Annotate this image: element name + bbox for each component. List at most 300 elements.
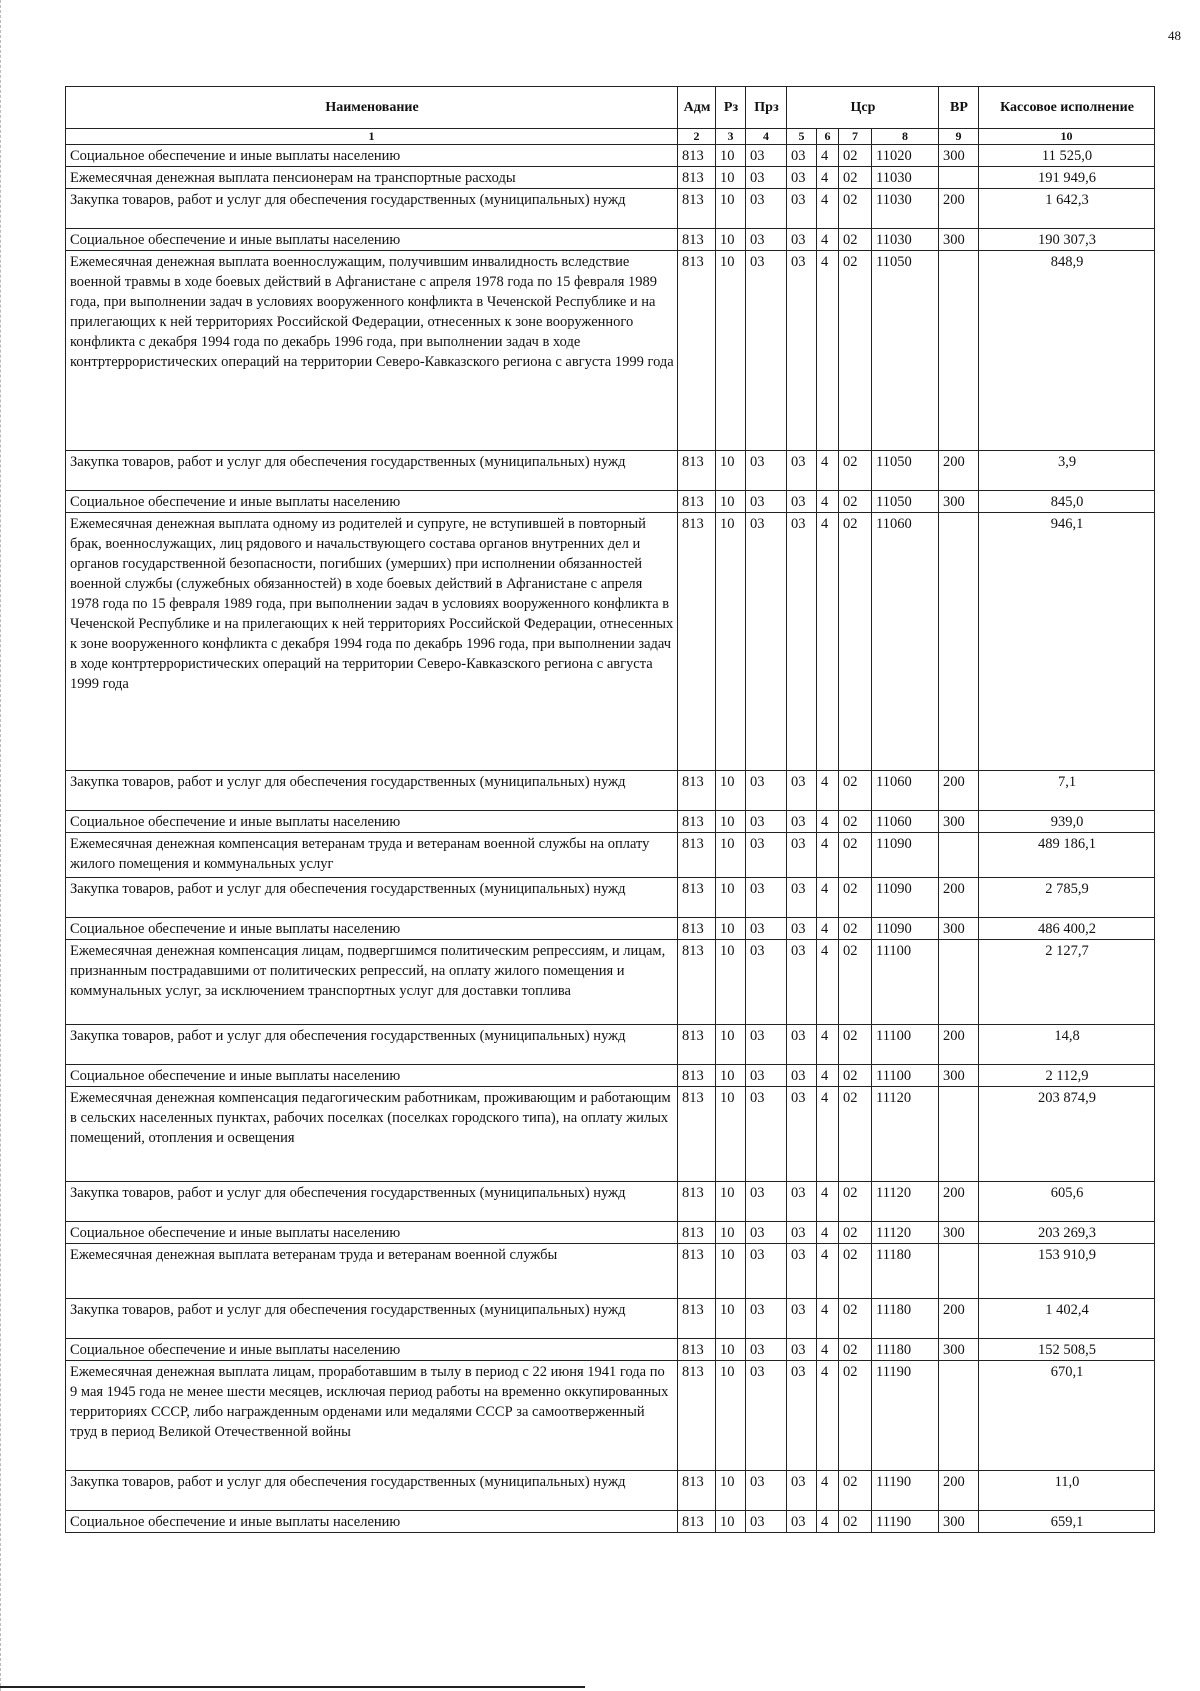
row-c1: 03 [787,229,817,251]
row-c1: 03 [787,1361,817,1471]
row-prz: 03 [746,940,787,1025]
row-name: Ежемесячная денежная выплата лицам, проработавшим в тылу в период с 22 июня 1941 года по 9 мая 1945 года не менее шести месяцев, исключая период работы на временно оккупированных территориях СССР, либо награжденным орденами или медалями СССР за самоотверженный труд в период Великой Отечественной войны [66,1361,678,1471]
table-row [66,1339,1155,1361]
row-c4: 11120 [872,1182,939,1222]
row-adm: 813 [678,1299,716,1339]
row-adm: 813 [678,167,716,189]
row-c2: 4 [817,1182,839,1222]
row-c4: 11100 [872,1065,939,1087]
table-row [66,1182,1155,1222]
row-c1: 03 [787,918,817,940]
row-c1: 03 [787,1025,817,1065]
row-c4: 11030 [872,189,939,229]
row-adm: 813 [678,251,716,451]
table-row [66,1087,1155,1182]
row-c3: 02 [839,940,872,1025]
row-adm: 813 [678,1222,716,1244]
row-vr: 200 [939,1182,979,1222]
row-name: Ежемесячная денежная выплата военнослужащим, получившим инвалидность вследствие военной травмы в ходе боевых действий в Афганистане с апреля 1978 года по 15 февраля 1989 года, при выполнении задач в условиях вооруженного конфликта в Чеченской Республике и на прилегающих к ней территориях Российской Федерации, отнесенных к зоне вооруженного конфликта с декабря 1994 года по декабрь 1996 года, при выполнении задач в ходе контртеррористических операций на территории Северо-Кавказского региона с августа 1999 года [66,251,678,451]
row-c1: 03 [787,145,817,167]
row-name: Ежемесячная денежная компенсация ветеранам труда и ветеранам военной службы на оплату жилого помещения и коммунальных услуг [66,833,678,878]
table-row [66,1244,1155,1299]
row-prz: 03 [746,189,787,229]
row-prz: 03 [746,771,787,811]
row-prz: 03 [746,1471,787,1511]
row-c2: 4 [817,771,839,811]
column-number: 1 [66,129,678,145]
row-vr [939,940,979,1025]
table-row [66,1299,1155,1339]
row-amount: 2 785,9 [979,878,1155,918]
header-adm: Адм [678,87,716,129]
table-row [66,811,1155,833]
row-c3: 02 [839,167,872,189]
row-c1: 03 [787,513,817,771]
row-c1: 03 [787,189,817,229]
header-csr: Цср [787,87,939,129]
row-c2: 4 [817,145,839,167]
row-vr [939,167,979,189]
row-c1: 03 [787,811,817,833]
row-vr [939,833,979,878]
row-rz: 10 [716,878,746,918]
row-adm: 813 [678,811,716,833]
row-vr [939,1244,979,1299]
row-adm: 813 [678,878,716,918]
row-c3: 02 [839,1087,872,1182]
row-prz: 03 [746,811,787,833]
row-c3: 02 [839,1339,872,1361]
row-amount: 848,9 [979,251,1155,451]
row-adm: 813 [678,940,716,1025]
row-c3: 02 [839,1471,872,1511]
row-prz: 03 [746,1244,787,1299]
row-name: Ежемесячная денежная выплата пенсионерам на транспортные расходы [66,167,678,189]
row-vr [939,1087,979,1182]
row-name: Ежемесячная денежная выплата ветеранам труда и ветеранам военной службы [66,1244,678,1299]
row-c2: 4 [817,1299,839,1339]
row-name: Социальное обеспечение и иные выплаты населению [66,1222,678,1244]
column-number: 6 [817,129,839,145]
row-c4: 11100 [872,940,939,1025]
row-prz: 03 [746,878,787,918]
row-amount: 191 949,6 [979,167,1155,189]
row-prz: 03 [746,491,787,513]
table-row [66,451,1155,491]
table-row [66,513,1155,771]
row-c1: 03 [787,1065,817,1087]
row-c1: 03 [787,1339,817,1361]
budget-table-container [65,86,1155,1533]
row-adm: 813 [678,1065,716,1087]
header-amount: Кассовое исполнение [979,87,1155,129]
row-vr: 300 [939,811,979,833]
row-rz: 10 [716,167,746,189]
row-c1: 03 [787,771,817,811]
row-rz: 10 [716,1065,746,1087]
row-rz: 10 [716,229,746,251]
row-rz: 10 [716,1339,746,1361]
table-row [66,1065,1155,1087]
header-row [66,87,1155,129]
table-row [66,878,1155,918]
row-name: Ежемесячная денежная компенсация педагогическим работникам, проживающим и работающим в сельских населенных пунктах, рабочих поселках (поселках городского типа), на оплату жилых помещений, отопления и освещения [66,1087,678,1182]
row-vr: 300 [939,1511,979,1533]
row-rz: 10 [716,189,746,229]
row-name: Социальное обеспечение и иные выплаты населению [66,229,678,251]
row-amount: 153 910,9 [979,1244,1155,1299]
row-rz: 10 [716,833,746,878]
row-c3: 02 [839,1511,872,1533]
table-row [66,833,1155,878]
row-prz: 03 [746,229,787,251]
row-rz: 10 [716,1182,746,1222]
row-c4: 11060 [872,811,939,833]
row-c1: 03 [787,1299,817,1339]
row-c3: 02 [839,811,872,833]
row-adm: 813 [678,491,716,513]
column-number: 3 [716,129,746,145]
row-c2: 4 [817,940,839,1025]
row-c3: 02 [839,1244,872,1299]
row-adm: 813 [678,189,716,229]
row-adm: 813 [678,1182,716,1222]
column-number: 7 [839,129,872,145]
row-vr: 200 [939,771,979,811]
scan-bottom-line [0,1686,585,1688]
row-vr: 300 [939,229,979,251]
row-c2: 4 [817,1361,839,1471]
row-amount: 946,1 [979,513,1155,771]
row-amount: 939,0 [979,811,1155,833]
header-vr: ВР [939,87,979,129]
row-adm: 813 [678,1244,716,1299]
row-name: Социальное обеспечение и иные выплаты населению [66,918,678,940]
row-rz: 10 [716,811,746,833]
table-body [66,145,1155,1533]
row-rz: 10 [716,1087,746,1182]
row-c3: 02 [839,491,872,513]
row-c2: 4 [817,918,839,940]
row-c3: 02 [839,918,872,940]
row-name: Социальное обеспечение и иные выплаты населению [66,1339,678,1361]
table-row [66,1025,1155,1065]
row-name: Социальное обеспечение и иные выплаты населению [66,145,678,167]
row-c1: 03 [787,1244,817,1299]
row-amount: 11,0 [979,1471,1155,1511]
row-c2: 4 [817,1087,839,1182]
row-vr: 200 [939,1471,979,1511]
row-c1: 03 [787,1087,817,1182]
row-amount: 190 307,3 [979,229,1155,251]
row-c2: 4 [817,513,839,771]
row-vr [939,251,979,451]
row-vr [939,1361,979,1471]
row-rz: 10 [716,1299,746,1339]
row-c4: 11050 [872,251,939,451]
row-amount: 1 402,4 [979,1299,1155,1339]
row-prz: 03 [746,451,787,491]
row-adm: 813 [678,771,716,811]
row-c2: 4 [817,229,839,251]
column-number: 8 [872,129,939,145]
row-name: Закупка товаров, работ и услуг для обеспечения государственных (муниципальных) нужд [66,878,678,918]
row-prz: 03 [746,167,787,189]
row-vr: 300 [939,1339,979,1361]
row-c4: 11190 [872,1511,939,1533]
row-amount: 203 874,9 [979,1087,1155,1182]
row-adm: 813 [678,513,716,771]
row-prz: 03 [746,513,787,771]
row-c2: 4 [817,189,839,229]
row-vr: 300 [939,1222,979,1244]
row-adm: 813 [678,918,716,940]
row-vr: 300 [939,145,979,167]
row-amount: 489 186,1 [979,833,1155,878]
row-c1: 03 [787,491,817,513]
row-c3: 02 [839,145,872,167]
column-number-row [66,129,1155,145]
budget-execution-table [65,86,1155,1533]
row-c2: 4 [817,1471,839,1511]
row-c4: 11180 [872,1244,939,1299]
row-amount: 2 127,7 [979,940,1155,1025]
row-vr: 200 [939,1025,979,1065]
row-c2: 4 [817,1244,839,1299]
row-c1: 03 [787,1511,817,1533]
row-name: Социальное обеспечение и иные выплаты населению [66,1511,678,1533]
row-c3: 02 [839,1299,872,1339]
row-rz: 10 [716,1244,746,1299]
row-c2: 4 [817,1025,839,1065]
row-prz: 03 [746,1025,787,1065]
row-c3: 02 [839,513,872,771]
row-amount: 2 112,9 [979,1065,1155,1087]
row-name: Закупка товаров, работ и услуг для обеспечения государственных (муниципальных) нужд [66,771,678,811]
row-c4: 11090 [872,833,939,878]
row-vr: 200 [939,1299,979,1339]
row-rz: 10 [716,771,746,811]
row-prz: 03 [746,1087,787,1182]
row-vr: 300 [939,918,979,940]
row-vr: 200 [939,878,979,918]
row-amount: 1 642,3 [979,189,1155,229]
row-rz: 10 [716,1222,746,1244]
row-name: Социальное обеспечение и иные выплаты населению [66,491,678,513]
column-number: 2 [678,129,716,145]
row-c2: 4 [817,811,839,833]
row-c3: 02 [839,1182,872,1222]
row-c2: 4 [817,1065,839,1087]
table-row [66,251,1155,451]
column-number: 5 [787,129,817,145]
row-c4: 11050 [872,451,939,491]
table-row [66,167,1155,189]
row-amount: 605,6 [979,1182,1155,1222]
row-c1: 03 [787,1471,817,1511]
row-c1: 03 [787,940,817,1025]
row-name: Социальное обеспечение и иные выплаты населению [66,811,678,833]
page-number: 48 [1168,28,1181,43]
row-c3: 02 [839,833,872,878]
row-amount: 845,0 [979,491,1155,513]
row-name: Закупка товаров, работ и услуг для обеспечения государственных (муниципальных) нужд [66,1299,678,1339]
row-prz: 03 [746,833,787,878]
row-vr: 200 [939,189,979,229]
row-c4: 11060 [872,771,939,811]
row-rz: 10 [716,918,746,940]
row-prz: 03 [746,1361,787,1471]
row-rz: 10 [716,1025,746,1065]
row-c4: 11180 [872,1299,939,1339]
row-c1: 03 [787,167,817,189]
column-number: 9 [939,129,979,145]
row-rz: 10 [716,451,746,491]
row-adm: 813 [678,1471,716,1511]
table-row [66,940,1155,1025]
row-amount: 7,1 [979,771,1155,811]
row-c4: 11090 [872,918,939,940]
row-c2: 4 [817,878,839,918]
row-adm: 813 [678,451,716,491]
row-c1: 03 [787,451,817,491]
row-amount: 670,1 [979,1361,1155,1471]
row-c3: 02 [839,1065,872,1087]
row-c4: 11120 [872,1087,939,1182]
row-vr: 200 [939,451,979,491]
row-c2: 4 [817,451,839,491]
row-vr: 300 [939,491,979,513]
row-c4: 11090 [872,878,939,918]
row-adm: 813 [678,1025,716,1065]
row-rz: 10 [716,145,746,167]
row-c4: 11020 [872,145,939,167]
column-number: 4 [746,129,787,145]
row-c4: 11180 [872,1339,939,1361]
row-name: Закупка товаров, работ и услуг для обеспечения государственных (муниципальных) нужд [66,451,678,491]
row-adm: 813 [678,1511,716,1533]
row-c3: 02 [839,1361,872,1471]
row-c4: 11190 [872,1361,939,1471]
row-adm: 813 [678,1087,716,1182]
row-c3: 02 [839,251,872,451]
header-rz: Рз [716,87,746,129]
row-prz: 03 [746,1065,787,1087]
column-number: 10 [979,129,1155,145]
row-name: Социальное обеспечение и иные выплаты населению [66,1065,678,1087]
row-rz: 10 [716,491,746,513]
row-c2: 4 [817,491,839,513]
header-name: Наименование [66,87,678,129]
row-rz: 10 [716,251,746,451]
scan-edge-line [0,0,4,1691]
row-c4: 11030 [872,229,939,251]
table-row [66,491,1155,513]
row-c3: 02 [839,229,872,251]
row-adm: 813 [678,1361,716,1471]
row-prz: 03 [746,251,787,451]
row-rz: 10 [716,1471,746,1511]
row-c1: 03 [787,1222,817,1244]
row-name: Закупка товаров, работ и услуг для обеспечения государственных (муниципальных) нужд [66,1471,678,1511]
row-rz: 10 [716,940,746,1025]
row-prz: 03 [746,1222,787,1244]
row-c1: 03 [787,1182,817,1222]
row-c1: 03 [787,251,817,451]
row-vr [939,513,979,771]
row-c4: 11030 [872,167,939,189]
row-name: Закупка товаров, работ и услуг для обеспечения государственных (муниципальных) нужд [66,1025,678,1065]
table-row [66,1222,1155,1244]
table-row [66,1361,1155,1471]
row-amount: 3,9 [979,451,1155,491]
row-c4: 11120 [872,1222,939,1244]
row-c3: 02 [839,1025,872,1065]
row-name: Ежемесячная денежная выплата одному из родителей и супруге, не вступившей в повторный брак, военнослужащих, лиц рядового и начальствующего состава органов внутренних дел и органов государственной безопасности, погибших (умерших) при исполнении обязанностей военной службы (служебных обязанностей) в ходе боевых действий в Афганистане с апреля 1978 года по 15 февраля 1989 года, при выполнении задач в условиях вооруженного конфликта в Чеченской Республике и на прилегающих к ней территориях Российской Федерации, отнесенных к зоне вооруженного конфликта с декабря 1994 года по декабрь 1996 года, при выполнении задач в ходе контртеррористических операций на территории Северо-Кавказского региона с августа 1999 года [66,513,678,771]
row-prz: 03 [746,918,787,940]
row-amount: 486 400,2 [979,918,1155,940]
table-row [66,229,1155,251]
row-c3: 02 [839,189,872,229]
row-prz: 03 [746,1339,787,1361]
table-row [66,189,1155,229]
row-amount: 14,8 [979,1025,1155,1065]
row-amount: 203 269,3 [979,1222,1155,1244]
table-row [66,918,1155,940]
row-vr: 300 [939,1065,979,1087]
row-amount: 152 508,5 [979,1339,1155,1361]
row-name: Закупка товаров, работ и услуг для обеспечения государственных (муниципальных) нужд [66,189,678,229]
row-c4: 11100 [872,1025,939,1065]
table-row [66,1511,1155,1533]
table-row [66,1471,1155,1511]
row-c4: 11050 [872,491,939,513]
row-c1: 03 [787,878,817,918]
row-c4: 11190 [872,1471,939,1511]
row-c3: 02 [839,771,872,811]
row-c2: 4 [817,1339,839,1361]
row-c2: 4 [817,1511,839,1533]
row-c2: 4 [817,251,839,451]
row-name: Ежемесячная денежная компенсация лицам, подвергшимся политическим репрессиям, и лицам, признанным пострадавшими от политических репрессий, на оплату жилого помещения и коммунальных услуг, за исключением транспортных услуг для доставки топлива [66,940,678,1025]
row-amount: 659,1 [979,1511,1155,1533]
table-row [66,771,1155,811]
row-c2: 4 [817,833,839,878]
row-c3: 02 [839,878,872,918]
row-rz: 10 [716,1361,746,1471]
row-rz: 10 [716,513,746,771]
row-adm: 813 [678,229,716,251]
row-adm: 813 [678,833,716,878]
row-c3: 02 [839,451,872,491]
row-prz: 03 [746,1511,787,1533]
row-prz: 03 [746,1299,787,1339]
row-amount: 11 525,0 [979,145,1155,167]
row-c4: 11060 [872,513,939,771]
row-rz: 10 [716,1511,746,1533]
row-c2: 4 [817,1222,839,1244]
row-name: Закупка товаров, работ и услуг для обеспечения государственных (муниципальных) нужд [66,1182,678,1222]
row-adm: 813 [678,1339,716,1361]
row-prz: 03 [746,1182,787,1222]
table-row [66,145,1155,167]
row-prz: 03 [746,145,787,167]
header-prz: Прз [746,87,787,129]
row-c2: 4 [817,167,839,189]
row-adm: 813 [678,145,716,167]
row-c1: 03 [787,833,817,878]
row-c3: 02 [839,1222,872,1244]
